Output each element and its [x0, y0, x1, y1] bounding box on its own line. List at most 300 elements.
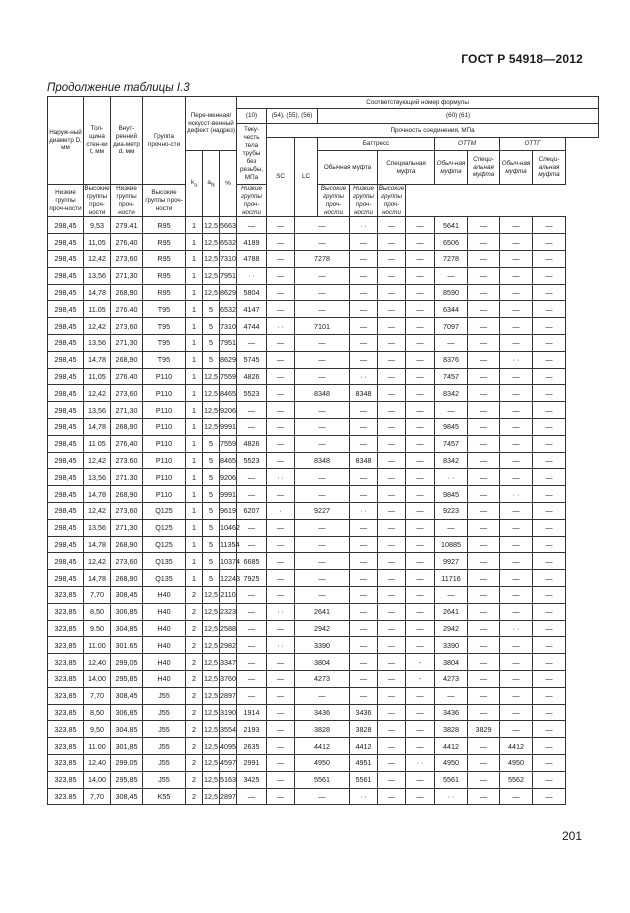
table-cell: — [350, 536, 378, 553]
table-cell: — [378, 267, 406, 284]
table-cell: — [533, 301, 566, 318]
table-cell: 5561 [435, 771, 468, 788]
table-cell: — [533, 435, 566, 452]
table-cell: 2897 [220, 687, 237, 704]
table-cell: — [500, 553, 533, 570]
table-cell: 323,85 [48, 721, 84, 738]
table-cell: 276.40 [111, 301, 143, 318]
table-cell: — [267, 721, 295, 738]
table-cell: — [267, 452, 295, 469]
table-cell: — [468, 704, 500, 721]
table-cell: 10374 [220, 553, 237, 570]
table-cell: H40 [143, 670, 186, 687]
table-cell: — [378, 368, 406, 385]
table-row [48, 788, 599, 805]
table-cell: 2 [186, 670, 203, 687]
table-cell: — [406, 502, 435, 519]
table-cell: 12,5 [203, 234, 220, 251]
table-cell: — [468, 351, 500, 368]
table-cell: 273,60 [111, 385, 143, 402]
table-cell: 273,60 [111, 318, 143, 335]
table-cell: — [406, 335, 435, 352]
low-group-header: Низкие группы проч-ности [111, 185, 143, 217]
table-cell: — [378, 670, 406, 687]
table-cell: 7310 [220, 318, 237, 335]
table-cell: — [468, 738, 500, 755]
table-cell: — [500, 721, 533, 738]
table-cell: 7097 [435, 318, 468, 335]
table-cell: — [435, 519, 468, 536]
col-sc-header: SC [267, 138, 295, 217]
table-cell: 2323 [220, 603, 237, 620]
table-cell: 5 [203, 570, 220, 587]
table-cell: 9991 [220, 486, 237, 503]
table-cell: 5 [203, 351, 220, 368]
table-cell: — [500, 234, 533, 251]
table-cell: H40 [143, 586, 186, 603]
table-cell: 9.50 [84, 620, 111, 637]
table-cell: — [500, 469, 533, 486]
table-cell: T95 [143, 318, 186, 335]
table-cell: P110 [143, 452, 186, 469]
table-cell: 14,78 [84, 536, 111, 553]
table-cell: — [350, 301, 378, 318]
table-row [48, 469, 599, 486]
table-cell: 1 [186, 435, 203, 452]
table-cell: 8348 [295, 385, 350, 402]
table-cell: — [468, 771, 500, 788]
table-cell: · · [350, 368, 378, 385]
table-cell: — [295, 335, 350, 352]
table-cell: 8,50 [84, 704, 111, 721]
table-cell: P110 [143, 385, 186, 402]
table-cell: — [350, 284, 378, 301]
table-cell: — [533, 267, 566, 284]
table-cell: — [267, 654, 295, 671]
table-cell: 4273 [435, 670, 468, 687]
table-cell: — [267, 234, 295, 251]
table-row [48, 519, 599, 536]
table-cell: 8348 [295, 452, 350, 469]
table-cell: 5 [203, 553, 220, 570]
table-cell: — [533, 419, 566, 436]
table-cell: 298,45 [48, 402, 84, 419]
table-cell: — [468, 553, 500, 570]
table-cell: — [237, 217, 267, 234]
table-cell: — [378, 654, 406, 671]
table-cell: 7101 [295, 318, 350, 335]
table-cell: 2 [186, 771, 203, 788]
table-cell: — [295, 419, 350, 436]
table-cell: — [468, 318, 500, 335]
table-cell: · · [435, 788, 468, 805]
table-cell: 11,05 [84, 368, 111, 385]
table-cell: 3828 [435, 721, 468, 738]
table-cell: 5562 [500, 771, 533, 788]
table-cell: — [350, 687, 378, 704]
table-cell: — [533, 234, 566, 251]
table-cell: — [406, 486, 435, 503]
table-cell: 12,5 [203, 586, 220, 603]
table-cell: — [267, 754, 295, 771]
table-cell: 6207 [237, 502, 267, 519]
col-yield-header: Теку-честь тела трубы без резьбы, МПа [237, 124, 267, 185]
table-cell: — [500, 267, 533, 284]
table-cell: 12,42 [84, 251, 111, 268]
table-cell: 9,50 [84, 721, 111, 738]
table-row [48, 586, 599, 603]
formula-60-61: (60) (61) [318, 109, 599, 124]
table-cell: — [267, 301, 295, 318]
table-cell: 3436 [350, 704, 378, 721]
table-cell: 8629 [220, 284, 237, 301]
table-cell: 11 05 [84, 435, 111, 452]
col-lc-header: LC [295, 138, 318, 217]
table-cell: — [533, 368, 566, 385]
high-group-header: Высокие группы проч-ности [143, 185, 186, 217]
table-cell: 7559 [220, 435, 237, 452]
table-cell: — [406, 402, 435, 419]
table-cell: 5 [203, 536, 220, 553]
table-cell: 268,90 [111, 351, 143, 368]
table-cell: 323,85 [48, 670, 84, 687]
table-cell: 9845 [435, 486, 468, 503]
table-cell: 298,45 [48, 217, 84, 234]
table-cell: Q125 [143, 519, 186, 536]
table-row [48, 251, 599, 268]
table-cell: — [533, 704, 566, 721]
table-cell: — [500, 402, 533, 419]
buttress-special-coupling: Специальная муфта [378, 151, 435, 185]
table-cell: 2 [186, 788, 203, 805]
table-cell: 4273 [295, 670, 350, 687]
table-row [48, 385, 599, 402]
table-cell: J55 [143, 704, 186, 721]
table-cell: 1 [186, 385, 203, 402]
table-cell: 323,85 [48, 704, 84, 721]
table-cell: 271.30 [111, 469, 143, 486]
table-cell: 7559 [220, 368, 237, 385]
table-cell: — [350, 637, 378, 654]
table-cell: — [267, 570, 295, 587]
table-cell: 8342 [435, 452, 468, 469]
table-cell: — [500, 704, 533, 721]
table-cell: · · [237, 267, 267, 284]
table-cell: — [350, 469, 378, 486]
table-cell: 299.05 [111, 754, 143, 771]
table-cell: — [533, 452, 566, 469]
table-cell: 11.00 [84, 738, 111, 755]
table-cell: — [378, 536, 406, 553]
table-cell: — [468, 368, 500, 385]
table-cell: 304.85 [111, 721, 143, 738]
table-cell: — [267, 738, 295, 755]
table-cell: — [406, 536, 435, 553]
table-cell: 6685 [237, 553, 267, 570]
table-cell: 1 [186, 419, 203, 436]
table-cell: — [378, 687, 406, 704]
table-cell: 4412 [295, 738, 350, 755]
table-cell: · · [435, 469, 468, 486]
table-row [48, 351, 599, 368]
table-cell: 8376 [435, 351, 468, 368]
table-cell: 299,05 [111, 654, 143, 671]
table-cell: 298,45 [48, 368, 84, 385]
table-cell: — [533, 318, 566, 335]
table-cell: — [533, 284, 566, 301]
table-cell: P110 [143, 469, 186, 486]
table-cell: — [267, 771, 295, 788]
table-cell: 8465 [220, 385, 237, 402]
percent-header: % [220, 151, 237, 217]
table-cell: 5 [203, 452, 220, 469]
table-cell: 298,45 [48, 385, 84, 402]
table-cell: — [295, 536, 350, 553]
table-cell: 9991 [220, 419, 237, 436]
table-cell: 1 [186, 217, 203, 234]
table-cell: 9227 [295, 502, 350, 519]
table-cell: 12,5 [203, 368, 220, 385]
table-cell: — [237, 419, 267, 436]
table-cell: 9927 [435, 553, 468, 570]
page-number: 201 [561, 829, 582, 843]
formula-54-56: (54), (55), (56) [267, 109, 318, 124]
table-cell: — [295, 284, 350, 301]
table-cell: — [406, 771, 435, 788]
table-cell: · · [267, 637, 295, 654]
table-cell: — [295, 788, 350, 805]
table-cell: — [500, 301, 533, 318]
table-cell: 2 [186, 687, 203, 704]
table-cell: — [237, 586, 267, 603]
table-cell: — [533, 721, 566, 738]
table-cell: 8629 [220, 351, 237, 368]
table-cell: — [406, 738, 435, 755]
table-cell: P110 [143, 402, 186, 419]
table-cell: 301.65 [111, 637, 143, 654]
table-cell: 12,5 [203, 620, 220, 637]
table-cell: — [500, 452, 533, 469]
table-cell: — [378, 486, 406, 503]
table-cell: 12,42 [84, 318, 111, 335]
table-cell: 10462 [220, 519, 237, 536]
table-cell: — [406, 351, 435, 368]
table-cell: — [267, 553, 295, 570]
table-cell: 323,85 [48, 687, 84, 704]
table-cell: 6532 [220, 234, 237, 251]
table-cell: 11716 [435, 570, 468, 587]
col-wall-header: Тол-щина стен-ки t, мм [84, 97, 111, 185]
ottm-special-coupling: Специ-альная муфта [468, 151, 500, 185]
table-cell: 12243 [220, 570, 237, 587]
table-cell: — [500, 603, 533, 620]
strength-table [47, 96, 599, 805]
table-cell: 1 [186, 402, 203, 419]
table-cell: — [533, 738, 566, 755]
table-row [48, 721, 599, 738]
table-cell: — [295, 217, 350, 234]
table-cell: — [378, 251, 406, 268]
table-cell: — [267, 788, 295, 805]
table-cell: 9,53 [84, 217, 111, 234]
table-cell: 11354 [220, 536, 237, 553]
table-cell: 3190 [220, 704, 237, 721]
table-cell: · · [500, 351, 533, 368]
table-cell: 271,30 [111, 267, 143, 284]
table-cell: — [267, 217, 295, 234]
table-cell: 10885 [435, 536, 468, 553]
table-cell: — [295, 570, 350, 587]
table-cell: — [406, 234, 435, 251]
table-row [48, 419, 599, 436]
table-cell: — [533, 385, 566, 402]
table-cell: 7457 [435, 435, 468, 452]
table-row [48, 620, 599, 637]
table-cell: 268,90 [111, 536, 143, 553]
table-cell: — [295, 586, 350, 603]
table-cell: K55 [143, 788, 186, 805]
table-cell: 3436 [435, 704, 468, 721]
table-cell: — [500, 419, 533, 436]
table-row [48, 217, 599, 234]
table-cell: 298,45 [48, 234, 84, 251]
table-cell: — [350, 419, 378, 436]
table-cell: — [500, 570, 533, 587]
table-cell: — [378, 318, 406, 335]
ottm-header: ОТТМ [435, 138, 500, 151]
table-cell: 279.41 [111, 217, 143, 234]
table-cell: — [378, 754, 406, 771]
table-cell: — [237, 654, 267, 671]
table-cell: 298,45 [48, 553, 84, 570]
table-cell: J55 [143, 754, 186, 771]
table-cell: — [468, 788, 500, 805]
table-cell: — [533, 771, 566, 788]
table-cell: — [378, 301, 406, 318]
table-cell: — [533, 251, 566, 268]
table-cell: — [468, 452, 500, 469]
table-cell: — [267, 335, 295, 352]
table-cell: 2635 [237, 738, 267, 755]
table-cell: 298,45 [48, 267, 84, 284]
table-cell: 7278 [435, 251, 468, 268]
table-cell: — [295, 402, 350, 419]
table-cell: Q125 [143, 502, 186, 519]
table-row [48, 670, 599, 687]
table-cell: — [350, 670, 378, 687]
table-cell: — [267, 284, 295, 301]
table-cell: 3390 [435, 637, 468, 654]
table-cell: 2641 [435, 603, 468, 620]
table-cell: — [468, 234, 500, 251]
table-cell: 2897 [220, 788, 237, 805]
table-cell: T95 [143, 301, 186, 318]
table-cell: 5804 [237, 284, 267, 301]
table-cell: — [295, 234, 350, 251]
table-cell: 12,5 [203, 788, 220, 805]
table-cell: — [378, 519, 406, 536]
table-cell: — [500, 435, 533, 452]
table-cell: 295,85 [111, 771, 143, 788]
table-row [48, 267, 599, 284]
table-cell: — [378, 637, 406, 654]
table-cell: — [350, 620, 378, 637]
table-cell: — [500, 788, 533, 805]
table-cell: — [267, 486, 295, 503]
table-cell: — [468, 217, 500, 234]
table-cell: 1 [186, 284, 203, 301]
table-cell: — [378, 435, 406, 452]
table-cell: 268,90 [111, 486, 143, 503]
table-cell: 2942 [295, 620, 350, 637]
table-cell: 2 [186, 738, 203, 755]
table-cell: 323.85 [48, 788, 84, 805]
table-cell: 4412 [350, 738, 378, 755]
table-cell: 5 [203, 469, 220, 486]
table-cell: J55 [143, 738, 186, 755]
table-cell: — [406, 586, 435, 603]
table-cell: — [533, 687, 566, 704]
table-cell: 8590 [435, 284, 468, 301]
table-cell: — [500, 687, 533, 704]
table-cell: — [468, 654, 500, 671]
table-cell: 4412 [500, 738, 533, 755]
table-cell: 298,45 [48, 318, 84, 335]
table-cell: — [295, 687, 350, 704]
table-cell: R95 [143, 234, 186, 251]
table-cell: 273,60 [111, 251, 143, 268]
table-cell: — [350, 553, 378, 570]
table-cell: — [435, 335, 468, 352]
table-cell: 4412 [435, 738, 468, 755]
table-row [48, 687, 599, 704]
table-cell: 308,45 [111, 788, 143, 805]
table-cell: — [406, 284, 435, 301]
table-cell: 13,56 [84, 519, 111, 536]
table-cell: 271,30 [111, 335, 143, 352]
table-cell: 11.05 [84, 301, 111, 318]
table-cell: Q125 [143, 536, 186, 553]
table-cell: 12,42 [84, 502, 111, 519]
table-cell: — [378, 502, 406, 519]
table-cell: 298,45 [48, 435, 84, 452]
table-cell: — [295, 368, 350, 385]
table-cell: 2942 [435, 620, 468, 637]
table-cell: 298,45 [48, 284, 84, 301]
table-cell: — [350, 402, 378, 419]
table-cell: 298,45 [48, 351, 84, 368]
table-cell: 9845 [435, 419, 468, 436]
table-cell: 14,00 [84, 670, 111, 687]
table-cell: 323,85 [48, 603, 84, 620]
table-cell: — [533, 637, 566, 654]
table-cell: 13,56 [84, 469, 111, 486]
table-cell: 12,40 [84, 654, 111, 671]
table-cell: — [406, 603, 435, 620]
table-cell: — [406, 704, 435, 721]
table-cell: 5561 [350, 771, 378, 788]
table-cell: 14,78 [84, 284, 111, 301]
table-cell: — [378, 385, 406, 402]
table-cell: 9619 [220, 502, 237, 519]
table-cell: 3390 [295, 637, 350, 654]
low-group-header: Низкие группы проч-ности [237, 185, 267, 217]
table-row [48, 402, 599, 419]
table-cell: — [468, 620, 500, 637]
table-cell: P110 [143, 435, 186, 452]
table-cell: — [468, 419, 500, 436]
table-cell: — [406, 788, 435, 805]
